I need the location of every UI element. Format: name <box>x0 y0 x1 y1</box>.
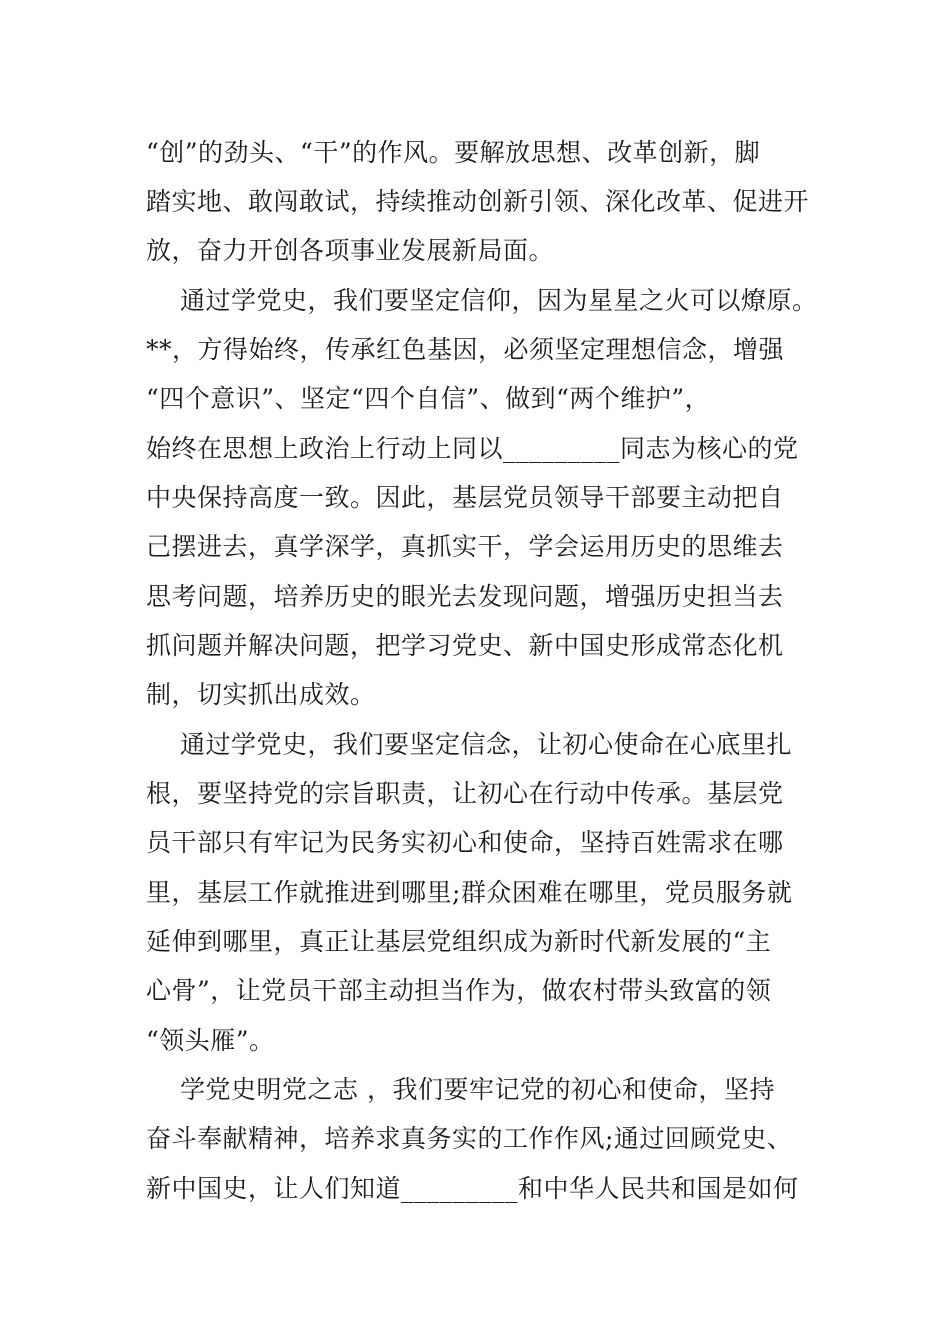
text-line: 放，奋力开创各项事业发展新局面。 <box>146 236 555 265</box>
text-line: 通过学党史，我们要坚定信念，让初心使命在心底里扎 <box>180 730 793 759</box>
text-line: 学党史明党之志 ，我们要牢记党的初心和使命，坚持 <box>180 1075 775 1104</box>
text-line: 踏实地、敢闯敢试，持续推动创新引领、深化改革、促进开 <box>146 187 810 216</box>
text-line: 新中国史，让人们知道_________和中华人民共和国是如何 <box>146 1174 799 1203</box>
text-line: 根，要坚持党的宗旨职责，让初心在行动中传承。基层党 <box>146 779 784 808</box>
text-line: 奋斗奉献精神，培养求真务实的工作作风;通过回顾党史、 <box>146 1124 793 1153</box>
text-line: 员干部只有牢记为民务实初心和使命，坚持百姓需求在哪 <box>146 828 784 857</box>
text-line: “领头雁”。 <box>146 1026 275 1055</box>
text-line: 抓问题并解决问题，把学习党史、新中国史形成常态化机 <box>146 631 784 660</box>
text-line: “四个意识”、坚定“四个自信”、做到“两个维护”， <box>146 384 711 413</box>
text-line: 通过学党史，我们要坚定信仰，因为星星之火可以燎原。 <box>180 286 818 315</box>
text-line: 己摆进去，真学深学，真抓实干，学会运用历史的思维去 <box>146 532 784 561</box>
text-line: 心骨”，让党员干部主动担当作为，做农村带头致富的领 <box>146 976 772 1005</box>
text-line: “创”的劲头、“干”的作风。要解放思想、改革创新，脚 <box>146 138 761 167</box>
text-line: 中央保持高度一致。因此，基层党员领导干部要主动把自 <box>146 483 784 512</box>
text-line: 始终在思想上政治上行动上同以_________同志为核心的党 <box>146 434 799 463</box>
text-line: 里，基层工作就推进到哪里;群众困难在哪里，党员服务就 <box>146 878 793 907</box>
text-line: 延伸到哪里，真正让基层党组织成为新时代新发展的“主 <box>146 927 772 956</box>
text-line: 制，切实抓出成效。 <box>146 680 376 709</box>
text-line: 思考问题，培养历史的眼光去发现问题，增强历史担当去 <box>146 582 784 611</box>
text-line: **，方得始终，传承红色基因，必须坚定理想信念，增强 <box>146 335 785 364</box>
